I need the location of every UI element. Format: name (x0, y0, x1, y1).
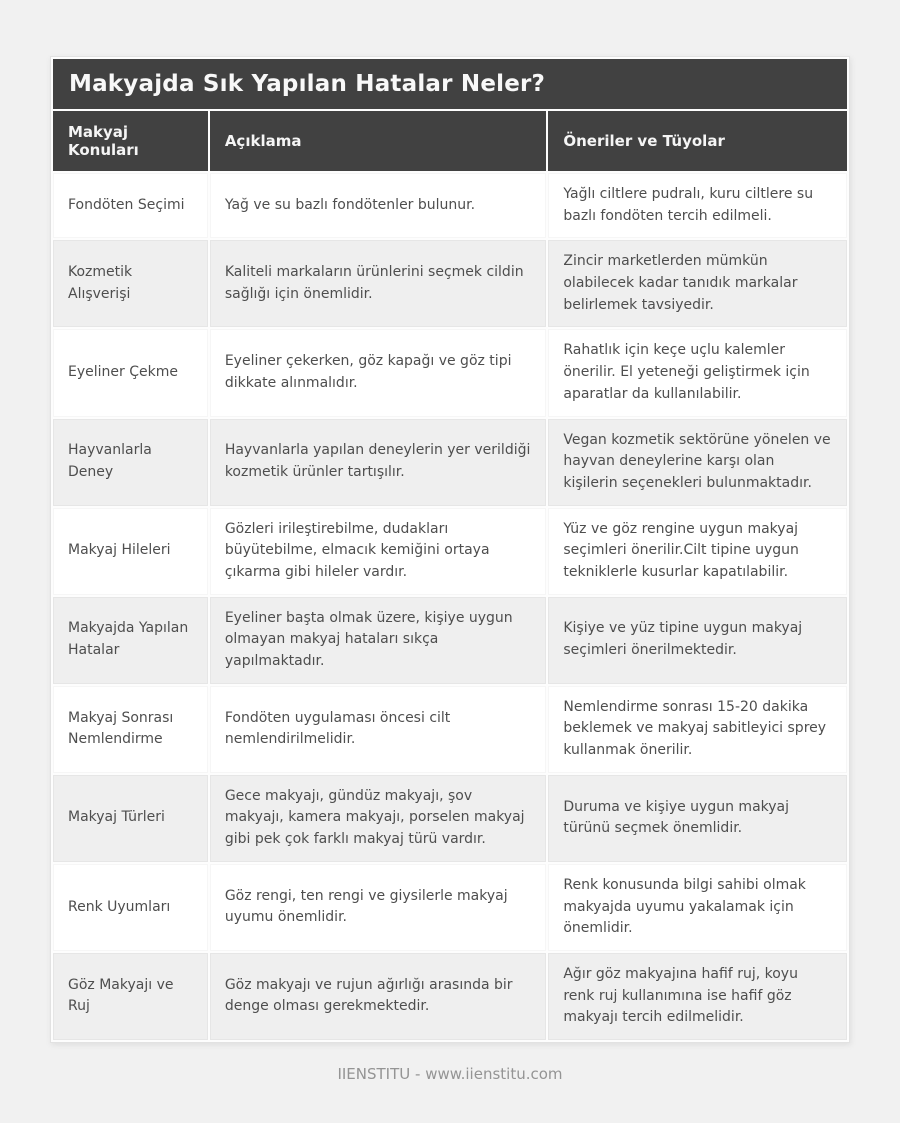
cell-topic: Göz Makyajı ve Ruj (53, 953, 208, 1040)
cell-topic: Fondöten Seçimi (53, 173, 208, 238)
column-header-row (53, 111, 847, 171)
table-row (53, 864, 847, 951)
cell-description: Gece makyajı, gündüz makyajı, şov makyajı, kamera makyajı, porselen makyaj gibi pek çok farklı makyaj türü vardır. (210, 775, 547, 862)
table-row (53, 173, 847, 238)
cell-tips: Kişiye ve yüz tipine uygun makyaj seçimleri önerilmektedir. (548, 597, 847, 684)
cell-tips: Rahatlık için keçe uçlu kalemler önerilir. El yeteneği geliştirmek için aparatlar da kullanılabilir. (548, 329, 847, 416)
table-row (53, 419, 847, 506)
cell-description: Göz makyajı ve rujun ağırlığı arasında bir denge olması gerekmektedir. (210, 953, 547, 1040)
cell-topic: Kozmetik Alışverişi (53, 240, 208, 327)
column-header-tips: Öneriler ve Tüyolar (548, 111, 847, 171)
cell-tips: Yağlı ciltlere pudralı, kuru ciltlere su bazlı fondöten tercih edilmeli. (548, 173, 847, 238)
footer-credit: IIENSTITU - www.iienstitu.com (337, 1064, 563, 1083)
makeup-mistakes-table (51, 57, 849, 1042)
column-header-topics: Makyaj Konuları (53, 111, 208, 171)
cell-topic: Makyaj Türleri (53, 775, 208, 862)
table-row (53, 775, 847, 862)
makeup-table-card (50, 56, 850, 1043)
cell-topic: Renk Uyumları (53, 864, 208, 951)
page-title: Makyajda Sık Yapılan Hatalar Neler? (53, 59, 847, 109)
cell-tips: Vegan kozmetik sektörüne yönelen ve hayvan deneylerine karşı olan kişilerin seçenekleri bulunmaktadır. (548, 419, 847, 506)
cell-topic: Makyaj Hileleri (53, 508, 208, 595)
cell-tips: Ağır göz makyajına hafif ruj, koyu renk ruj kullanımına ise hafif göz makyajı tercih edilmelidir. (548, 953, 847, 1040)
title-bar (53, 59, 847, 109)
cell-topic: Eyeliner Çekme (53, 329, 208, 416)
table-row (53, 508, 847, 595)
cell-tips: Zincir marketlerden mümkün olabilecek kadar tanıdık markalar belirlemek tavsiyedir. (548, 240, 847, 327)
table-row (53, 329, 847, 416)
cell-description: Eyeliner başta olmak üzere, kişiye uygun olmayan makyaj hataları sıkça yapılmaktadır. (210, 597, 547, 684)
cell-tips: Yüz ve göz rengine uygun makyaj seçimleri önerilir.Cilt tipine uygun tekniklerle kusurlar kapatılabilir. (548, 508, 847, 595)
table-row (53, 240, 847, 327)
table-row (53, 953, 847, 1040)
cell-topic: Makyajda Yapılan Hatalar (53, 597, 208, 684)
cell-tips: Duruma ve kişiye uygun makyaj türünü seçmek önemlidir. (548, 775, 847, 862)
cell-topic: Makyaj Sonrası Nemlendirme (53, 686, 208, 773)
cell-description: Göz rengi, ten rengi ve giysilerle makyaj uyumu önemlidir. (210, 864, 547, 951)
table-row (53, 597, 847, 684)
cell-description: Gözleri irileştirebilme, dudakları büyütebilme, elmacık kemiğini ortaya çıkarma gibi hileler vardır. (210, 508, 547, 595)
column-header-description: Açıklama (210, 111, 547, 171)
cell-description: Fondöten uygulaması öncesi cilt nemlendirilmelidir. (210, 686, 547, 773)
cell-description: Kaliteli markaların ürünlerini seçmek cildin sağlığı için önemlidir. (210, 240, 547, 327)
cell-description: Yağ ve su bazlı fondötenler bulunur. (210, 173, 547, 238)
cell-description: Hayvanlarla yapılan deneylerin yer verildiği kozmetik ürünler tartışılır. (210, 419, 547, 506)
cell-tips: Nemlendirme sonrası 15-20 dakika beklemek ve makyaj sabitleyici sprey kullanmak önerilir. (548, 686, 847, 773)
cell-topic: Hayvanlarla Deney (53, 419, 208, 506)
table-row (53, 686, 847, 773)
cell-tips: Renk konusunda bilgi sahibi olmak makyajda uyumu yakalamak için önemlidir. (548, 864, 847, 951)
cell-description: Eyeliner çekerken, göz kapağı ve göz tipi dikkate alınmalıdır. (210, 329, 547, 416)
